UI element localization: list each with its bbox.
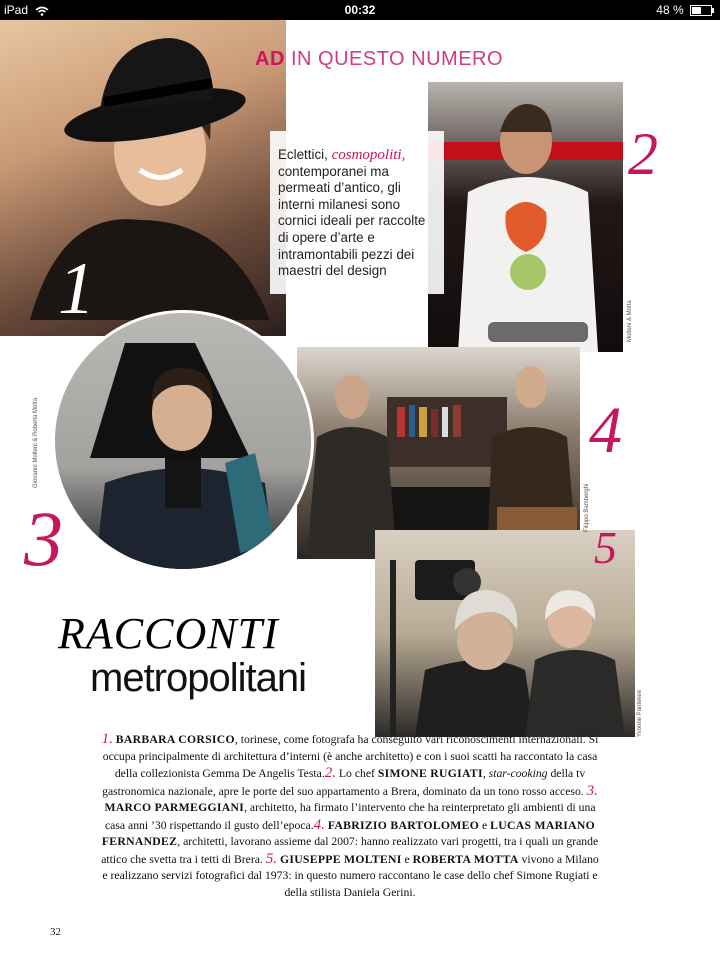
body-text: della tv gastronomica nazionale, apre le porte del suo appartamento a Brera, dominato da un tono rosso acceso.: [102, 767, 586, 798]
section-header: [255, 48, 503, 71]
photo-number-5: 5: [594, 522, 617, 573]
article-title-line-2: metropolitani: [90, 656, 307, 700]
photo-credit-2: Molteni & Motta: [627, 300, 633, 342]
architect-portrait-illustration: [55, 313, 311, 569]
article-title-line-1: RACCONTI: [58, 609, 279, 658]
ad-logo: AD: [255, 48, 285, 70]
person-name: FABRIZIO BARTOLOMEO: [327, 818, 480, 832]
photo-credit-4: Filippo Bamberghi: [584, 483, 590, 532]
battery-percent: 48 %: [656, 3, 684, 17]
body-text: , architetti, lavorano assieme dal 2007: hanno realizzato vari progetti, tra i quali un grande attico che svetta tra i tetti di Brera.: [101, 835, 599, 866]
item-number: 1.: [101, 731, 113, 747]
item-number: 5.: [265, 850, 278, 867]
body-text: ,: [482, 767, 489, 780]
photo-number-4: 4: [589, 394, 622, 467]
intro-part-1: Eclettici,: [278, 147, 332, 162]
body-text: e: [479, 818, 491, 832]
device-name: iPad: [4, 3, 29, 17]
section-title: IN QUESTO NUMERO: [290, 48, 504, 70]
intro-highlight: cosmopoliti,: [331, 147, 406, 163]
body-text: vivono a Milano e realizzano servizi fotografici dal 1973: in questo numero raccontano le case dello chef Simone Rugiati e della stilista Daniela Gerini.: [102, 852, 599, 899]
body-text: Lo chef: [336, 767, 378, 780]
photo-credit-3: Giovanni Molteni & Roberta Motta: [33, 397, 39, 488]
photo-number-3: 3: [24, 495, 63, 582]
intro-text: [270, 131, 444, 294]
person-name: LUCAS MARIANO FERNANDEZ: [101, 818, 596, 848]
magazine-page[interactable]: [0, 20, 720, 960]
article-body: [100, 731, 600, 901]
intro-part-2: contemporanei ma permeati d’antico, gli interni milanesi sono cornici ideali per raccolte di opere d’arte e intramontabili pezzi dei maestri del design: [278, 163, 426, 279]
battery-indicator: [656, 3, 712, 17]
photo-barbara-corsico: [0, 20, 286, 336]
person-name: BARBARA CORSICO: [115, 733, 235, 746]
photo-marco-parmeggiani: [52, 310, 314, 572]
body-text: , torinese, come fotografa ha conseguito vari riconoscimenti internazionali. Si occupa principalmente di architettura d’interni (è anche architetto) e con i suoi scatti ha raccontato la casa della collezionista Gemma De Angelis Testa.: [102, 733, 599, 780]
page-number: 32: [50, 926, 61, 938]
item-number: 3.: [586, 782, 598, 799]
item-number: 2.: [324, 765, 336, 781]
person-name: MARCO PARMEGGIANI: [104, 801, 245, 814]
battery-icon: [690, 5, 712, 16]
person-name: ROBERTA MOTTA: [412, 852, 519, 866]
body-emphasis: star-cooking: [488, 767, 548, 780]
item-number: 4.: [313, 816, 325, 833]
photo-number-2: 2: [628, 121, 658, 187]
status-bar: [0, 0, 720, 20]
body-text: e: [401, 852, 413, 866]
body-text: , architetto, ha firmato l’intervento che ha reinterpretato gli ambienti di una casa anni ’30 rispettando il gusto dell’epoca.: [104, 801, 596, 832]
photo-bartolomeo-fernandez: [297, 347, 580, 559]
two-architects-illustration: [297, 347, 580, 559]
photo-credit-5: Yvonne Pantekee: [637, 689, 643, 737]
photo-simone-rugiati: [428, 82, 623, 352]
clock: 00:32: [344, 3, 376, 17]
chef-portrait-illustration: [428, 82, 623, 352]
person-name: GIUSEPPE MOLTENI: [279, 852, 402, 866]
person-name: SIMONE RUGIATI: [377, 767, 483, 780]
portrait-woman-hat-illustration: [0, 20, 286, 336]
photo-number-1: 1: [58, 248, 95, 330]
